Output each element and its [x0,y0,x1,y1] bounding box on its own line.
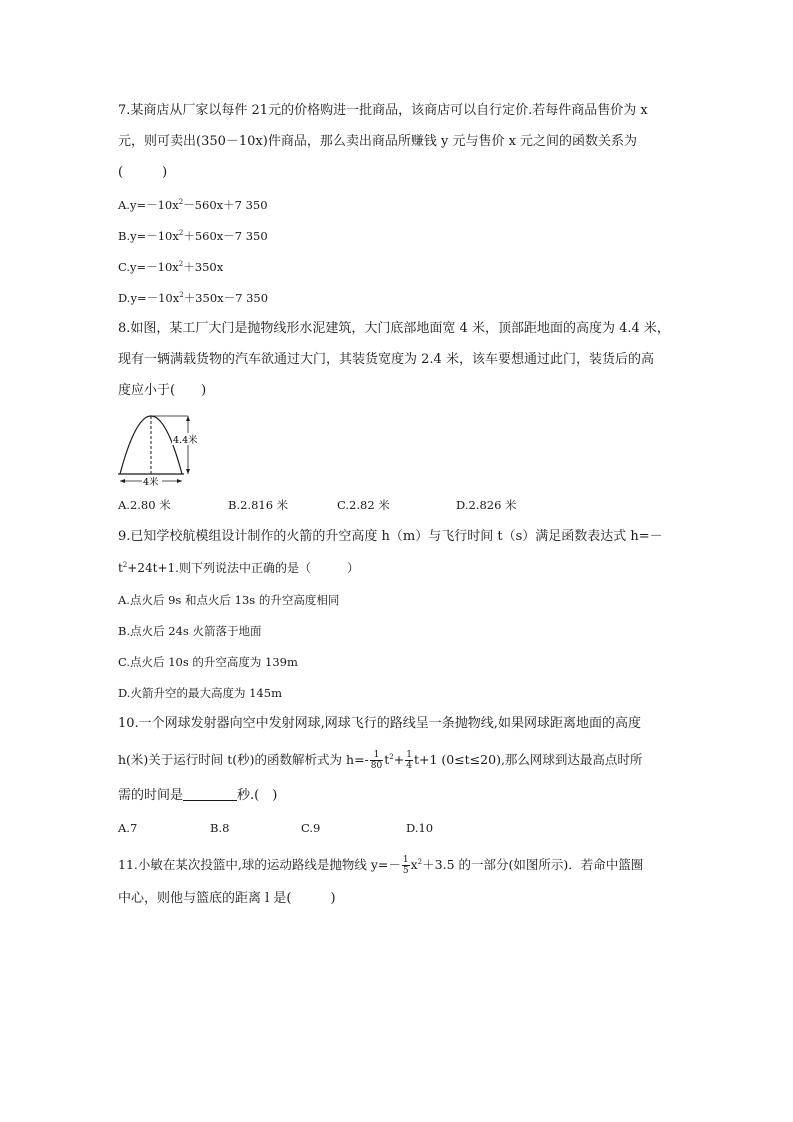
q8-option-a: A.2.80 米 [118,498,171,512]
q7-option-d: $D.y=-10x^2+350x-7$ 350 [118,291,269,305]
width-label: 4米 [143,477,159,488]
q9-option-a: A.点火后 9s 和点火后 13s 的升空高度相同 [118,593,340,607]
q8-options [0,498,793,514]
q7-option-a: $A.y=-10x^2-560x+7$ 350 [118,198,268,212]
q8-line3: 度应小于( ) [118,383,207,398]
q9-option-b: B.点火后 24s 火箭落于地面 [118,624,262,638]
q10-option-a: A.7 [118,821,138,835]
q10-line2: h(米)关于运行时间 t(秒)的函数解析式为 h=- $\frac{1}{80}$ $t^2+$ $\frac{1}{4}$ t+1 (0≤t≤20),那么网球到达最高点时所 [118,750,643,771]
q10-option-b: B.8 [210,821,230,835]
q10-line3: 需的时间是 秒.( ) [118,788,278,803]
height-arrow-bottom-icon [186,469,190,474]
q11-line2: 中心，则他与篮底的距离 l 是( ) [118,891,336,906]
height-label: 4.4米 [173,435,198,446]
q8-line1: 8.如图，某工厂大门是抛物线形水泥建筑，大门底部地面宽 4 米，顶部距地面的高度为 4.4 米， [118,321,670,336]
q8-option-b: B.2.816 米 [228,498,289,512]
q9-option-c: C.点火后 10s 的升空高度为 139m [118,655,298,669]
width-arrow-right-icon [177,479,182,483]
width-arrow-left-icon [120,479,125,483]
q10-fraction-1-4: $\frac{1}{4}$ [406,750,412,771]
q9-line2: $t^2+24t+1$.则下列说法中正确的是（ ） [118,561,359,575]
q7-option-c: $C.y=-10x^2+350x$ [118,260,224,274]
q10-fraction-1-80: $\frac{1}{80}$ [370,750,383,771]
q10-option-d: D.10 [406,821,434,835]
gate-parabola-figure [116,408,208,490]
q8-line2: 现有一辆满载货物的汽车欲通过大门，其装货宽度为 2.4 米，该车要想通过此门，装货后的高 [118,352,654,367]
q8-option-d: D.2.826 米 [456,498,517,512]
q10-option-c: C.9 [301,821,321,835]
q7-line1: 7.某商店从厂家以每件 21元的价格购进一批商品，该商店可以自行定价.若每件商品售价为 x [118,103,648,118]
height-arrow-top-icon [186,416,190,421]
answer-blank [183,788,237,801]
q7-line3: ( ) [118,165,168,180]
q7-option-b: $B.y=-10x^2+560x-7$ 350 [118,229,268,243]
q11-fraction-1-5: $\frac{1}{5}$ [402,855,409,876]
q8-option-c: C.2.82 米 [337,498,390,512]
q10-line1: 10.一个网球发射器向空中发射网球,网球飞行的路线呈一条抛物线,如果网球距离地面的高度 [118,716,641,731]
q9-option-d: D.火箭升空的最大高度为 145m [118,686,282,700]
q11-line1: 11.小敏在某次投篮中,球的运动路线是抛物线 y=－ $\frac{1}{5}$ $x^2+3.5$ 的一部分(如图所示)．若命中篮圈 [118,855,644,876]
q9-line1: 9.已知学校航模组设计制作的火箭的升空高度 h（m）与飞行时间 t（s）满足函数表达式 h=－ [118,529,663,544]
q10-options [0,821,793,837]
q7-line2: 元，则可卖出(350－10x)件商品，那么卖出商品所赚钱 y 元与售价 x 元之间的函数关系为 [118,134,638,149]
